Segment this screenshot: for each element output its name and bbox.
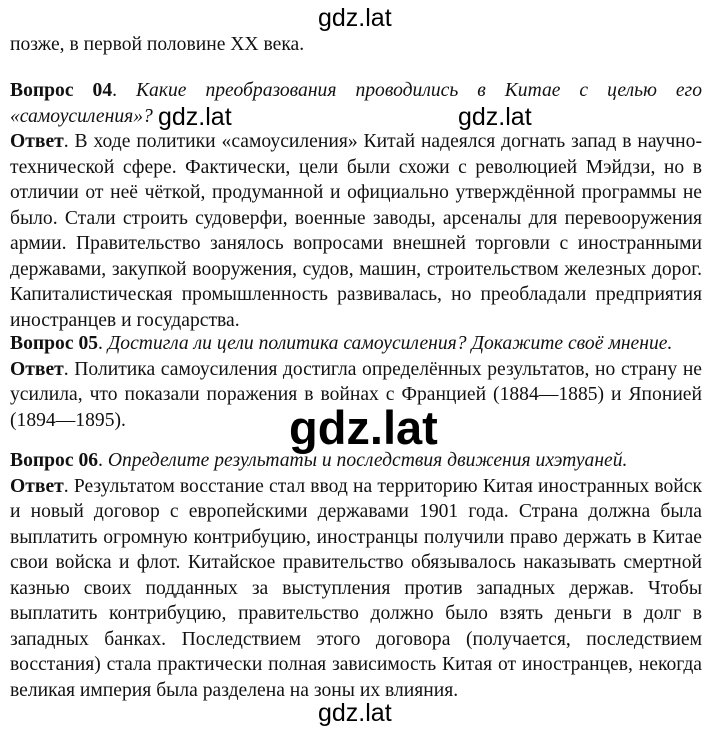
question-text: Определите результаты и последствия движения ихэтуаней. [107,450,628,471]
answer-text: . Результатом восстание стал ввод на территорию Китая иностранных войск и новый договор с европейскими державами 1901 года. Страна должна была выплатить огромную контрибуцию, иностранцы получили право держать в Китае свои войска и флот. Китайское правительство обязывалось наказывать смертной казнью своих подданных за выступления против западных держав. Чтобы выплатить контрибуцию, правительство должно было взять деньги в долг в западных банках. Последствием этого договора (получается, последствием восстания) стала практически полная зависимость Китая от иностранцев, некогда великая империя была разделена на зоны их влияния. [10,475,702,701]
question-separator: . [98,333,108,354]
answer-label: Ответ [10,131,64,152]
question-block-04 [10,78,702,333]
question-label: Вопрос 06 [10,450,99,471]
watermark-top: gdz.lat [318,4,392,32]
watermark-bottom: gdz.lat [318,699,392,727]
question-text: Достигла ли цели политика самоусиления? Докажите своё мнение. [107,333,673,354]
watermark-center: gdz.lat [289,401,438,454]
question-separator: . [98,450,108,471]
watermark-right: gdz.lat [458,103,532,131]
question-label: Вопрос 05 [10,333,99,354]
answer-text: . Политика самоусиления достигла определённых результатов, но страну не усилила, что показали поражения в войнах с Францией (1884—1885) и Японией (1894—1895). [10,358,702,431]
intro-text: позже, в первой половине XX века. [10,34,305,55]
question-block-06 [10,448,702,703]
answer-text: . В ходе политики «самоусиления» Китай надеялся догнать запад в научно-технической сфере. Фактически, цели были схожи с революцией Мэйдзи, но в отличии от неё чёткой, продуманной и официально утверждённой программы не было. Стали строить судоверфи, военные заводы, арсеналы для перевооружения армии. Правительство занялось вопросами внешней торговли с иностранными державами, закупкой вооружения, судов, машин, строительством железных дорог. Капиталистическая промышленность развивалась, но преобладали предприятия иностранцев и государства. [10,131,702,331]
question-text: Какие преобразования проводились в Китае с целью его «самоусиления»? [10,80,703,127]
watermark-left: gdz.lat [158,103,232,131]
answer-label: Ответ [10,475,64,497]
answer-label: Ответ [10,358,64,380]
question-label: Вопрос 04 [10,80,113,101]
question-separator: . [112,80,137,101]
